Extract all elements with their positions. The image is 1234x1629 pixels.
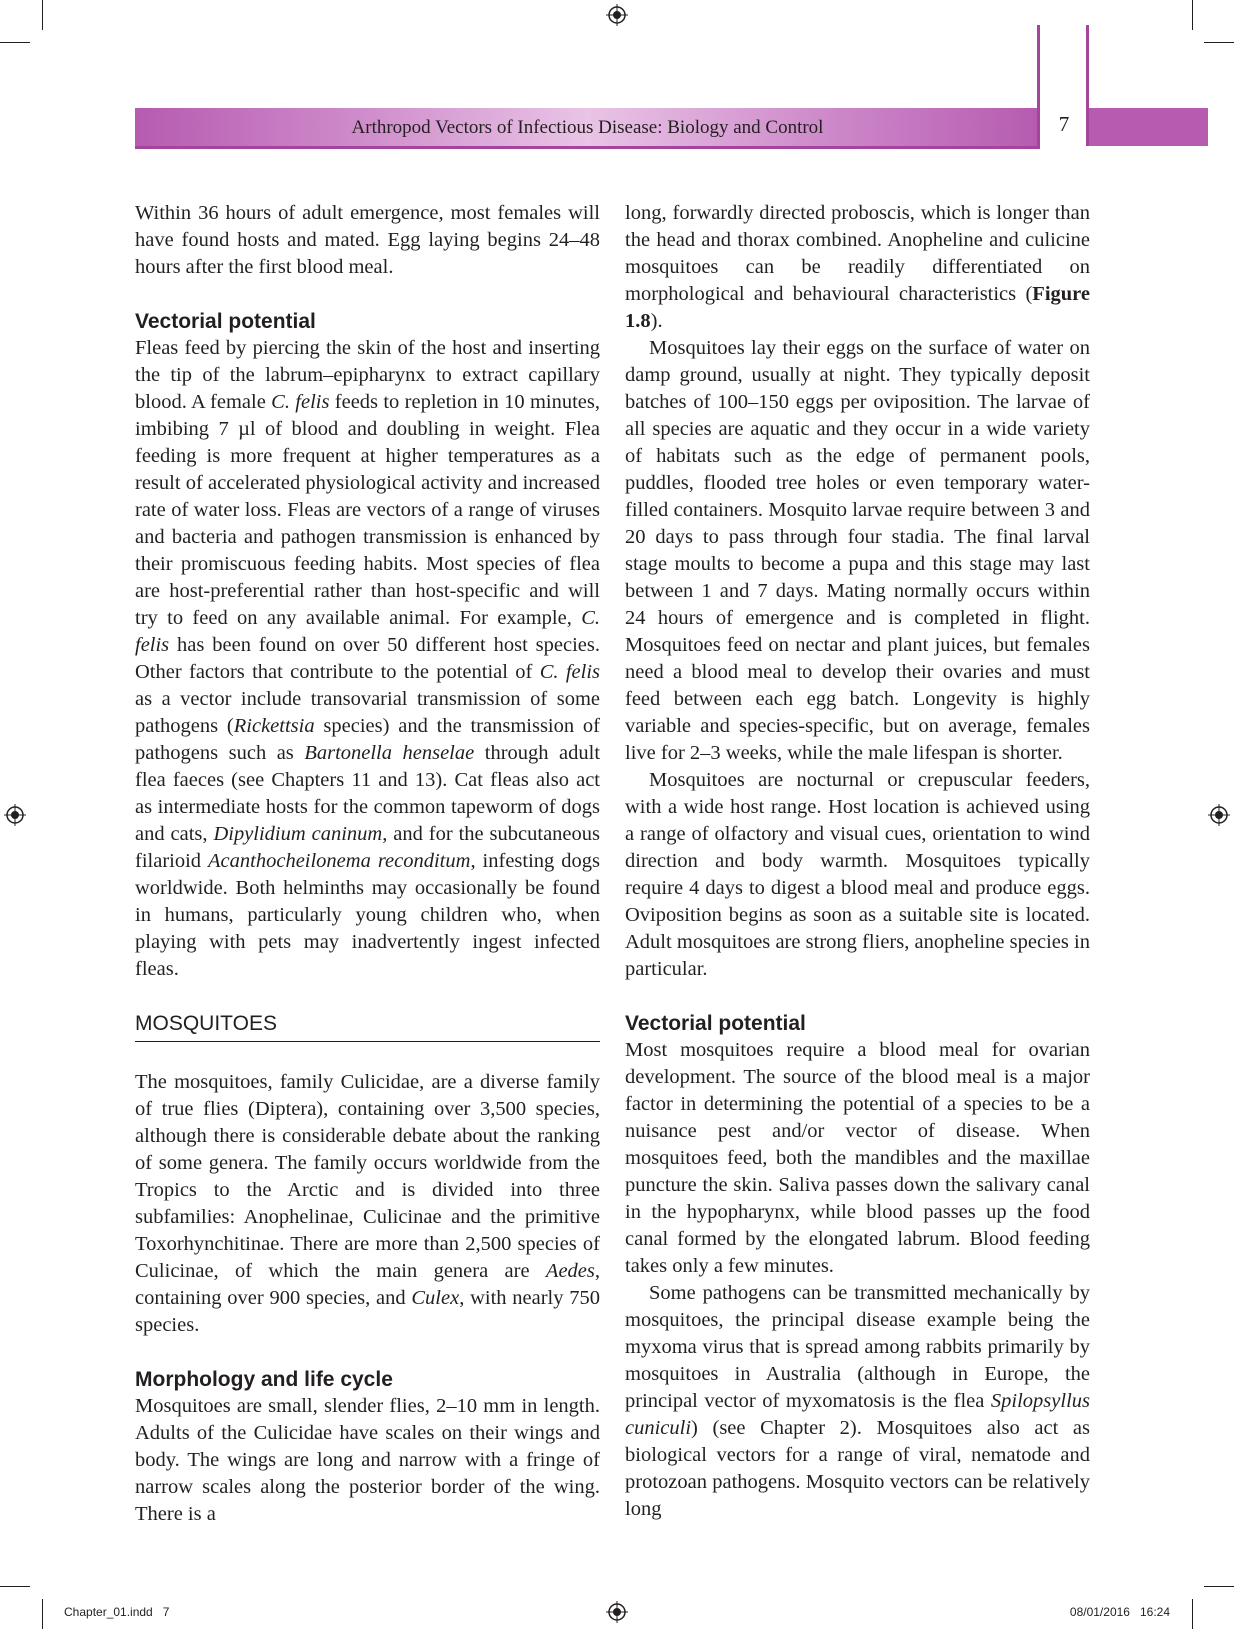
paragraph: The mosquitoes, family Culicidae, are a diverse family of true flies (Diptera), containing over 3,500 species, although there is considerable debate about the ranking of some genera. The family occurs worldwide from the Tropics to the Arctic and is divided into three subfamilies: Anophelinae, Culicinae and the primitive Toxorhynchitinae. There are more than 2,500 species of Culicinae, of which the main genera are Aedes, containing over 900 species, and Culex, with nearly 750 species. <box>135 1071 600 1336</box>
left-column <box>135 200 600 1528</box>
paragraph: Mosquitoes are nocturnal or crepuscular feeders, with a wide host range. Host location is achieved using a range of olfactory and visual cues, orientation to wind direction and body warmth. Mosquitoes typically require 4 days to digest a blood meal and produce eggs. Oviposition begins as soon as a suitable site is located. Adult mosquitoes are strong fliers, anopheline species in particular. <box>625 769 1090 980</box>
paragraph: Mosquitoes are small, slender flies, 2–10 mm in length. Adults of the Culicidae have scales on their wings and body. The wings are long and narrow with a fringe of narrow scales along the posterior border of the wing. There is a <box>135 1395 600 1525</box>
registration-mark-icon <box>1208 804 1230 826</box>
crop-mark <box>1204 1586 1234 1587</box>
crop-mark <box>42 0 43 30</box>
crop-mark <box>0 42 30 43</box>
crop-mark <box>1192 0 1193 30</box>
crop-mark <box>42 1599 43 1629</box>
subheading: Vectorial potential <box>135 310 316 333</box>
registration-mark-icon <box>606 1601 628 1623</box>
paragraph: Most mosquitoes require a blood meal for ovarian development. The source of the blood meal is a major factor in determining the potential of a species to be a nuisance pest and/or vector of disease. When mosquitoes feed, both the mandibles and the maxillae puncture the skin. Saliva passes down the salivary canal in the hypopharynx, while blood passes up the food canal formed by the elongated labrum. Blood feeding takes only a few minutes. <box>625 1039 1090 1277</box>
section-heading: MOSQUITOES <box>135 1010 600 1042</box>
header-rule <box>135 146 1040 149</box>
page-number: 7 <box>1058 112 1070 136</box>
running-head: Arthropod Vectors of Infectious Disease: Biology and Control <box>351 117 824 138</box>
paragraph: Mosquitoes lay their eggs on the surface of water on damp ground, usually at night. They typically deposit batches of 100–150 eggs per oviposition. The larvae of all species are aquatic and they occur in a wide variety of habitats such as the edge of permanent pools, puddles, flooded tree holes or even temporary water-filled containers. Mosquito larvae require between 3 and 20 days to pass through four stadia. The final larval stage moults to become a pupa and this stage may last between 1 and 7 days. Mating normally occurs within 24 hours of emergence and is completed in flight. Mosquitoes feed on nectar and plant juices, but females need a blood meal to develop their ovaries and must feed between each egg batch. Longevity is highly variable and species-specific, but on average, females live for 2–3 weeks, while the male lifespan is shorter. <box>625 337 1090 764</box>
registration-mark-icon <box>606 4 628 26</box>
footer-filename: Chapter_01.indd 7 <box>64 1605 170 1619</box>
paragraph: long, forwardly directed proboscis, which is longer than the head and thorax combined. Anopheline and culicine mosquitoes can be readily differentiated on morphological and behavioural characteristics (Figure 1.8). <box>625 202 1090 332</box>
paragraph: Fleas feed by piercing the skin of the host and inserting the tip of the labrum–epipharynx to extract capillary blood. A female C. felis feeds to repletion in 10 minutes, imbibing 7 µl of blood and doubling in weight. Flea feeding is more frequent at higher temperatures as a result of accelerated physiological activity and increased rate of water loss. Fleas are vectors of a range of viruses and bacteria and pathogen transmission is enhanced by their promiscuous feeding habits. Most species of flea are host-preferential rather than host-specific and will try to feed on any available animal. For example, C. felis has been found on over 50 different host species. Other factors that contribute to the potential of C. felis as a vector include transovarial transmission of some pathogens (Rickettsia species) and the transmission of pathogens such as Bartonella henselae through adult flea faeces (see Chapters 11 and 13). Cat fleas also act as intermediate hosts for the common tapeworm of dogs and cats, Dipylidium caninum, and for the subcutaneous filarioid Acanthocheilonema reconditum, infesting dogs worldwide. Both helminths may occasionally be found in humans, particularly young children who, when playing with pets may inadvertently ingest infected fleas. <box>135 337 601 980</box>
crop-mark <box>1192 1599 1193 1629</box>
subheading: Morphology and life cycle <box>135 1368 393 1391</box>
paragraph: Some pathogens can be transmitted mechanically by mosquitoes, the principal disease example being the myxoma virus that is spread among rabbits primarily by mosquitoes in Australia (although in Europe, the principal vector of myxomatosis is the flea Spilopsyllus cuniculi) (see Chapter 2). Mosquitoes also act as biological vectors for a range of viral, nematode and protozoan pathogens. Mosquito vectors can be relatively long <box>625 1282 1090 1520</box>
paragraph: Within 36 hours of adult emergence, most females will have found hosts and mated. Egg laying begins 24–48 hours after the first blood meal. <box>135 202 600 278</box>
right-column <box>625 200 1090 1523</box>
footer-timestamp: 08/01/2016 16:24 <box>1069 1605 1170 1619</box>
subheading: Vectorial potential <box>625 1012 806 1035</box>
crop-mark <box>1204 42 1234 43</box>
header-band-tab <box>1088 108 1208 146</box>
crop-mark <box>0 1586 30 1587</box>
registration-mark-icon <box>4 804 26 826</box>
